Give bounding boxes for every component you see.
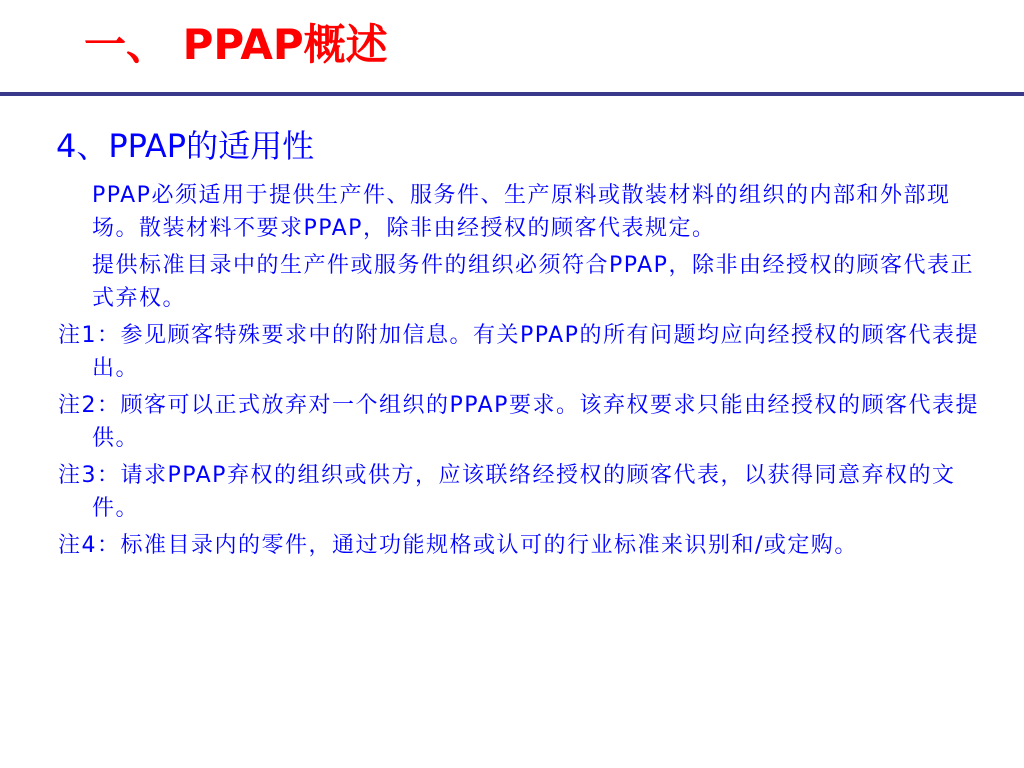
note-1: 注1：参见顾客特殊要求中的附加信息。有关PPAP的所有问题均应向经授权的顾客代表提出。: [58, 323, 979, 381]
note-4: 注4：标准目录内的零件，通过功能规格或认可的行业标准来识别和/或定购。: [58, 533, 858, 558]
paragraph-catalog-parts: 提供标准目录中的生产件或服务件的组织必须符合PPAP，除非由经授权的顾客代表正式弃权。: [92, 253, 974, 311]
note-3: 注3：请求PPAP弃权的组织或供方，应该联络经授权的顾客代表，以获得同意弃权的文件。: [58, 463, 956, 521]
note-2: 注2：顾客可以正式放弃对一个组织的PPAP要求。该弃权要求只能由经授权的顾客代表提供。: [58, 393, 979, 451]
section-heading: 4、PPAP的适用性: [56, 127, 315, 165]
slide-title: 一、 PPAP概述: [84, 20, 388, 69]
title-divider: [0, 92, 1024, 96]
body-text: [58, 180, 986, 568]
paragraph-applicability: PPAP必须适用于提供生产件、服务件、生产原料或散装材料的组织的内部和外部现场。散装材料不要求PPAP，除非由经授权的顾客代表规定。: [92, 183, 951, 241]
